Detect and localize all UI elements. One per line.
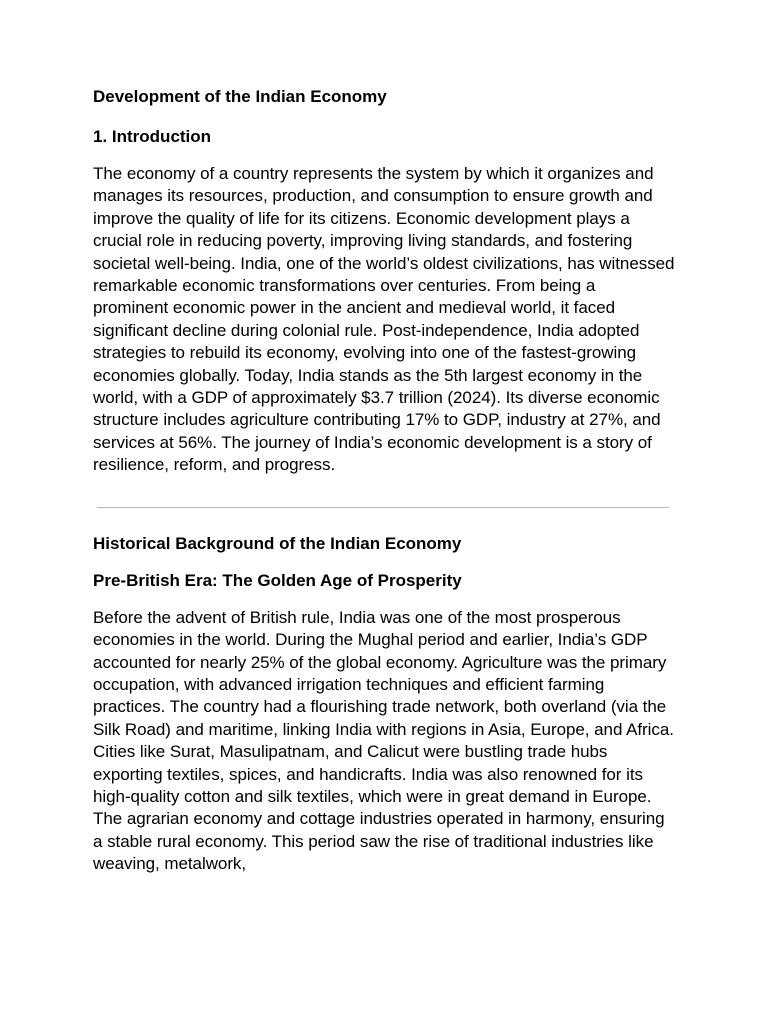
document-title: Development of the Indian Economy: [93, 87, 387, 106]
historical-background-heading: Historical Background of the Indian Economy: [93, 533, 462, 553]
introduction-heading: 1. Introduction: [93, 127, 212, 146]
introduction-paragraph: The economy of a country represents the system by which it organizes and manages its resources, production, and consumption to ensure growth and improve the quality of life for its citizens. Economic development plays a crucial role in reducing poverty, improving living standards, and fostering societal well-being. India, one of the world’s oldest civilizations, has witnessed remarkable economic transformations over centuries. From being a prominent economic power in the ancient and medieval world, it faced significant decline during colonial rule. Post-independence, India adopted strategies to rebuild its economy, evolving into one of the fastest-growing economies globally. Today, India stands as the 5th largest economy in the world, with a GDP of approximately $3.7 trillion (2024). Its diverse economic structure includes agriculture contributing 17% to GDP, industry at 27%, and services at 56%. The journey of India’s economic development is a story of resilience, reform, and progress.: [93, 164, 675, 475]
pre-british-era-heading: Pre-British Era: The Golden Age of Prosperity: [93, 570, 462, 590]
section-divider: [97, 507, 669, 508]
document-page: [93, 86, 675, 876]
pre-british-era-paragraph: Before the advent of British rule, India was one of the most prosperous economies in the world. During the Mughal period and earlier, India’s GDP accounted for nearly 25% of the global economy. Agriculture was the primary occupation, with advanced irrigation techniques and efficient farming practices. The country had a flourishing trade network, both overland (via the Silk Road) and maritime, linking India with regions in Asia, Europe, and Africa. Cities like Surat, Masulipatnam, and Calicut were bustling trade hubs exporting textiles, spices, and handicrafts. India was also renowned for its high-quality cotton and silk textiles, which were in great demand in Europe. The agrarian economy and cottage industries operated in harmony, ensuring a stable rural economy. This period saw the rise of traditional industries like weaving, metalwork,: [93, 607, 674, 874]
